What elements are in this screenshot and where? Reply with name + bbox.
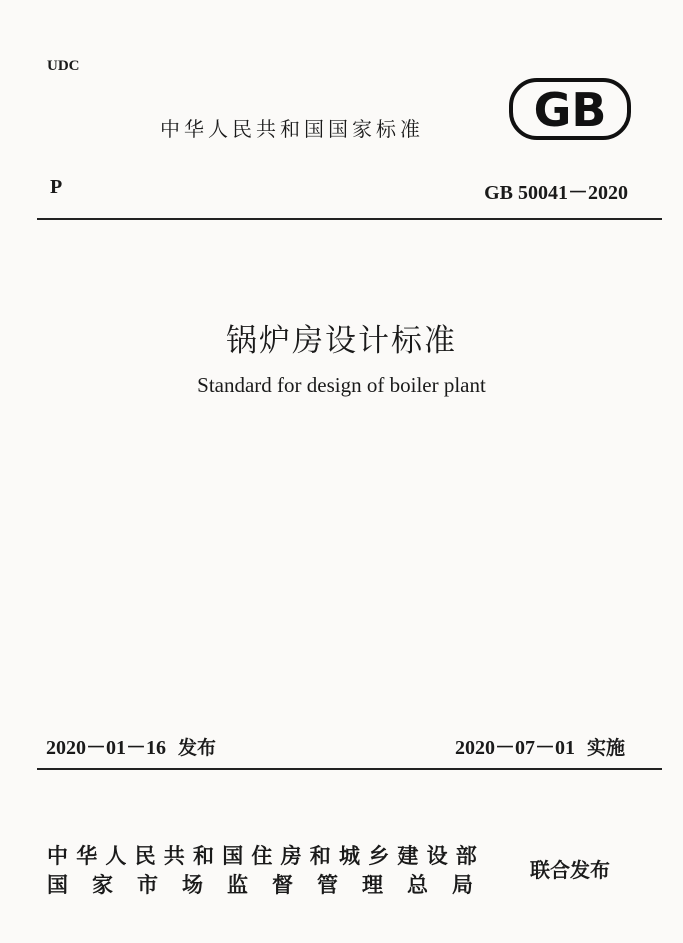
issuer-administration: 国家市场监督管理总局 [47, 873, 497, 897]
effective-label: 实施 [586, 737, 625, 759]
jointly-issued-label: 联合发布 [530, 858, 610, 882]
issue-date: 2020－01－16 [46, 737, 166, 759]
standard-number: GB 50041－2020 [484, 182, 628, 204]
issue-date-row [46, 731, 216, 760]
issue-label: 发布 [178, 737, 217, 759]
national-standard-heading: 中华人民共和国国家标准 [160, 117, 424, 141]
classification-code: P [50, 176, 63, 198]
effective-date: 2020－07－01 [454, 737, 575, 759]
title-english: Standard for design of boiler plant [197, 373, 486, 397]
gb-logo [509, 78, 631, 140]
issuer-ministry: 中华人民共和国住房和城乡建设部 [47, 844, 485, 868]
title-chinese: 锅炉房设计标准 [226, 323, 457, 359]
effective-date-row [455, 731, 625, 760]
udc-label: UDC [47, 58, 80, 74]
top-divider [37, 218, 662, 220]
bottom-divider [37, 768, 662, 770]
gb-logo-text: GB [533, 83, 607, 137]
